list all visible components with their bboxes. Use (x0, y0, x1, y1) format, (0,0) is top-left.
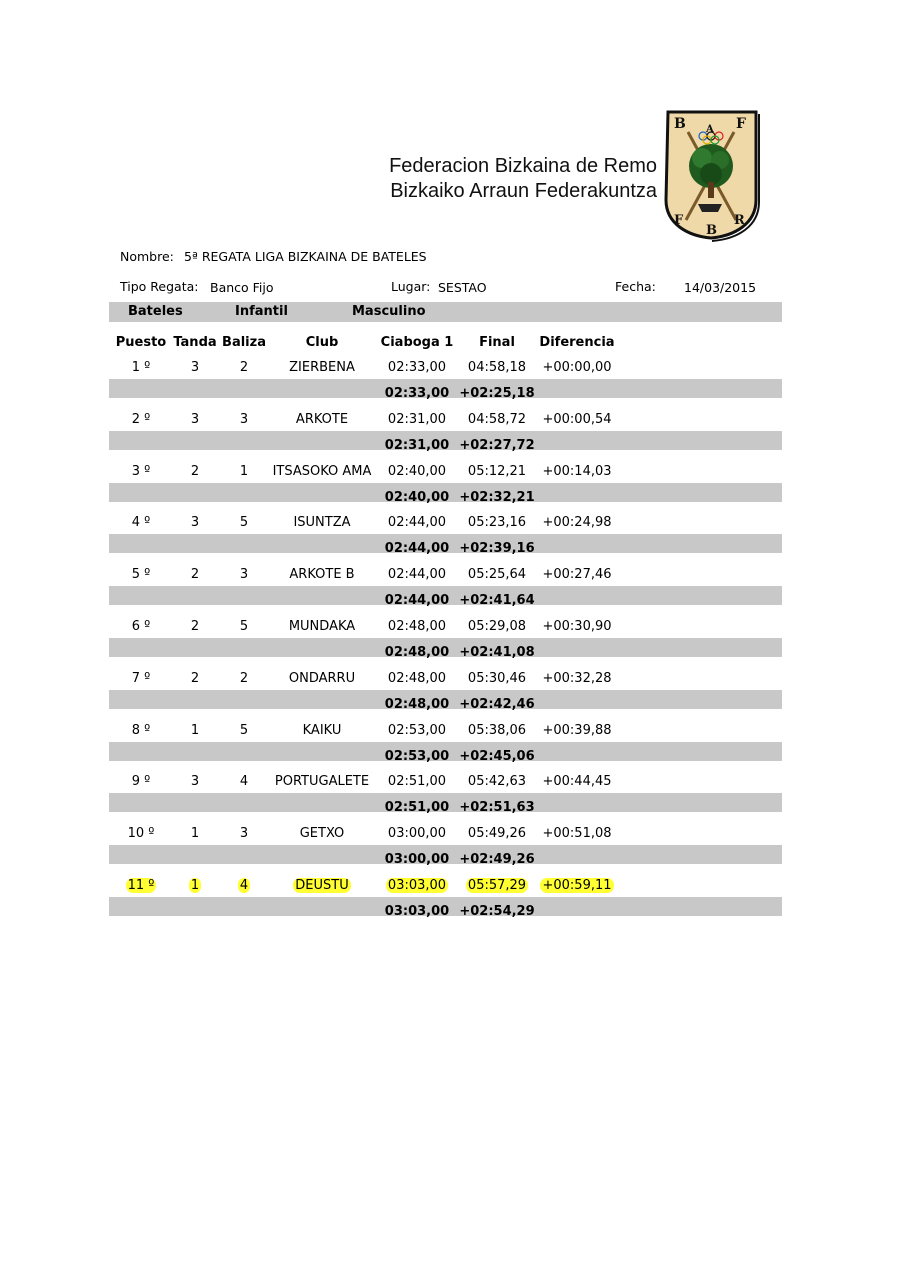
cell-diferencia (532, 464, 622, 479)
cell-diferencia-text: +00:14,03 (542, 464, 612, 479)
cell-tanda-text: 3 (190, 412, 200, 427)
cell-puesto (110, 567, 172, 582)
cell-diferencia (532, 619, 622, 634)
cell-ciaboga-text: 03:00,00 (387, 826, 447, 841)
cell-club (266, 567, 378, 582)
cell-baliza-text: 5 (239, 619, 249, 634)
cell-puesto-text: 11 º (127, 878, 155, 893)
split-final: +02:49,26 (459, 852, 535, 867)
cell-tanda-text: 2 (190, 671, 200, 686)
result-row (0, 826, 905, 846)
split-ciaboga: 03:00,00 (384, 852, 450, 867)
federation-name-es: Federacion Bizkaina de Remo (389, 155, 657, 177)
split-final: +02:27,72 (459, 438, 535, 453)
logo-letter-b-bottom: B (706, 223, 717, 238)
cell-diferencia (532, 515, 622, 530)
cell-ciaboga (377, 412, 457, 427)
cell-club-text: ARKOTE (295, 412, 349, 427)
result-row (0, 723, 905, 743)
cell-baliza-text: 1 (239, 464, 249, 479)
category-age: Infantil (235, 304, 288, 319)
cell-ciaboga-text: 02:44,00 (387, 515, 447, 530)
cell-puesto (110, 464, 172, 479)
cell-final (457, 619, 537, 634)
split-row (0, 697, 905, 717)
cell-club-text: MUNDAKA (288, 619, 356, 634)
cell-baliza (219, 826, 269, 841)
cell-club (266, 671, 378, 686)
cell-baliza-text: 2 (239, 360, 249, 375)
cell-diferencia-text: +00:27,46 (542, 567, 612, 582)
nombre-value: 5ª REGATA LIGA BIZKAINA DE BATELES (184, 249, 427, 264)
cell-diferencia (532, 774, 622, 789)
logo-letter-r: R (734, 213, 745, 228)
cell-diferencia-text: +00:59,11 (542, 878, 612, 893)
cell-puesto-text: 6 º (131, 619, 151, 634)
cell-puesto (110, 412, 172, 427)
fecha-label: Fecha: (615, 279, 656, 294)
cell-ciaboga (377, 671, 457, 686)
cell-ciaboga (377, 515, 457, 530)
cell-club-text: ZIERBENA (289, 360, 355, 375)
cell-final-text: 04:58,72 (467, 412, 527, 427)
logo-letter-f: F (736, 116, 746, 132)
category-band (109, 302, 782, 322)
cell-ciaboga (377, 619, 457, 634)
cell-final-text: 05:57,29 (467, 878, 527, 893)
split-final: +02:25,18 (459, 386, 535, 401)
cell-club-text: ARKOTE B (289, 567, 355, 582)
cell-tanda-text: 3 (190, 774, 200, 789)
cell-diferencia-text: +00:32,28 (542, 671, 612, 686)
split-row (0, 904, 905, 924)
cell-diferencia-text: +00:51,08 (542, 826, 612, 841)
cell-baliza-text: 5 (239, 723, 249, 738)
split-final: +02:42,46 (459, 697, 535, 712)
col-header-puesto: Puesto (115, 335, 167, 350)
cell-final (457, 464, 537, 479)
result-row (0, 360, 905, 380)
cell-puesto (110, 619, 172, 634)
cell-final-text: 04:58,18 (467, 360, 527, 375)
cell-diferencia (532, 826, 622, 841)
cell-baliza-text: 3 (239, 567, 249, 582)
split-row (0, 386, 905, 406)
cell-ciaboga (377, 360, 457, 375)
cell-baliza-text: 3 (239, 826, 249, 841)
col-header-club: Club (305, 335, 339, 350)
cell-tanda (170, 464, 220, 479)
cell-final-text: 05:30,46 (467, 671, 527, 686)
cell-tanda (170, 567, 220, 582)
cell-ciaboga (377, 567, 457, 582)
split-ciaboga: 02:48,00 (384, 697, 450, 712)
cell-tanda (170, 412, 220, 427)
cell-club (266, 464, 378, 479)
result-row (0, 567, 905, 587)
cell-baliza (219, 774, 269, 789)
cell-puesto-text: 1 º (131, 360, 151, 375)
split-ciaboga: 02:31,00 (384, 438, 450, 453)
cell-ciaboga-text: 02:48,00 (387, 619, 447, 634)
split-row (0, 800, 905, 820)
cell-baliza-text: 3 (239, 412, 249, 427)
split-ciaboga: 02:48,00 (384, 645, 450, 660)
split-final: +02:51,63 (459, 800, 535, 815)
result-row (0, 412, 905, 432)
col-header-diferencia: Diferencia (539, 335, 615, 350)
cell-ciaboga-text: 02:53,00 (387, 723, 447, 738)
logo-letter-a: A (706, 124, 714, 135)
cell-ciaboga-text: 03:03,00 (387, 878, 447, 893)
split-row (0, 852, 905, 872)
cell-final-text: 05:23,16 (467, 515, 527, 530)
lugar-value: SESTAO (438, 280, 487, 295)
cell-puesto-text: 5 º (131, 567, 151, 582)
split-final: +02:41,08 (459, 645, 535, 660)
cell-club-text: PORTUGALETE (274, 774, 370, 789)
cell-ciaboga (377, 774, 457, 789)
cell-puesto (110, 723, 172, 738)
split-ciaboga: 03:03,00 (384, 904, 450, 919)
cell-club (266, 412, 378, 427)
cell-diferencia-text: +00:24,98 (542, 515, 612, 530)
result-row (0, 464, 905, 484)
cell-baliza (219, 360, 269, 375)
cell-club (266, 515, 378, 530)
split-final: +02:41,64 (459, 593, 535, 608)
cell-diferencia (532, 671, 622, 686)
logo-letter-b: B (674, 116, 686, 132)
lugar-label: Lugar: (391, 279, 431, 294)
cell-club (266, 360, 378, 375)
result-row (0, 774, 905, 794)
cell-tanda (170, 826, 220, 841)
cell-final (457, 723, 537, 738)
cell-final (457, 826, 537, 841)
result-row (0, 619, 905, 639)
cell-baliza (219, 464, 269, 479)
logo-letter-f-bottom: F (674, 213, 684, 228)
cell-tanda (170, 671, 220, 686)
cell-ciaboga-text: 02:48,00 (387, 671, 447, 686)
cell-club (266, 774, 378, 789)
cell-ciaboga (377, 464, 457, 479)
cell-ciaboga-text: 02:40,00 (387, 464, 447, 479)
cell-diferencia-text: +00:00,54 (542, 412, 612, 427)
cell-puesto (110, 878, 172, 893)
col-header-ciaboga: Ciaboga 1 (380, 335, 454, 350)
cell-diferencia (532, 360, 622, 375)
cell-ciaboga-text: 02:31,00 (387, 412, 447, 427)
cell-club (266, 723, 378, 738)
cell-baliza (219, 412, 269, 427)
cell-ciaboga (377, 878, 457, 893)
split-ciaboga: 02:44,00 (384, 593, 450, 608)
federation-shield-icon (662, 108, 760, 242)
cell-puesto-text: 8 º (131, 723, 151, 738)
cell-baliza-text: 5 (239, 515, 249, 530)
cell-tanda (170, 515, 220, 530)
cell-final-text: 05:12,21 (467, 464, 527, 479)
cell-diferencia (532, 412, 622, 427)
cell-baliza (219, 723, 269, 738)
cell-diferencia-text: +00:39,88 (542, 723, 612, 738)
cell-tanda (170, 723, 220, 738)
split-final: +02:39,16 (459, 541, 535, 556)
federation-name-eu: Bizkaiko Arraun Federakuntza (390, 180, 657, 202)
cell-ciaboga (377, 723, 457, 738)
cell-baliza (219, 619, 269, 634)
cell-club (266, 826, 378, 841)
result-row (0, 515, 905, 535)
cell-final (457, 412, 537, 427)
split-row (0, 749, 905, 769)
cell-ciaboga (377, 826, 457, 841)
nombre-label: Nombre: (120, 249, 174, 264)
federation-logo (662, 108, 760, 242)
cell-tanda (170, 360, 220, 375)
cell-puesto (110, 826, 172, 841)
col-header-final: Final (479, 335, 515, 350)
split-row (0, 438, 905, 458)
cell-puesto (110, 515, 172, 530)
split-ciaboga: 02:33,00 (384, 386, 450, 401)
cell-club-text: ITSASOKO AMA (272, 464, 372, 479)
cell-diferencia-text: +00:30,90 (542, 619, 612, 634)
cell-tanda (170, 774, 220, 789)
cell-club-text: ONDARRU (288, 671, 356, 686)
cell-diferencia (532, 567, 622, 582)
cell-final (457, 774, 537, 789)
category-boat: Bateles (128, 304, 183, 319)
cell-puesto-text: 7 º (131, 671, 151, 686)
cell-club-text: KAIKU (302, 723, 342, 738)
col-header-baliza: Baliza (222, 335, 266, 350)
cell-club-text: ISUNTZA (293, 515, 351, 530)
result-row (0, 671, 905, 691)
split-ciaboga: 02:51,00 (384, 800, 450, 815)
cell-club (266, 619, 378, 634)
split-row (0, 645, 905, 665)
cell-diferencia-text: +00:00,00 (542, 360, 612, 375)
split-row (0, 593, 905, 613)
cell-ciaboga-text: 02:33,00 (387, 360, 447, 375)
tipo-regata-value: Banco Fijo (210, 280, 274, 295)
cell-final-text: 05:25,64 (467, 567, 527, 582)
cell-final-text: 05:38,06 (467, 723, 527, 738)
cell-puesto (110, 774, 172, 789)
cell-puesto-text: 2 º (131, 412, 151, 427)
cell-final (457, 515, 537, 530)
cell-tanda-text: 1 (190, 878, 200, 893)
split-final: +02:32,21 (459, 490, 535, 505)
cell-tanda-text: 1 (190, 826, 200, 841)
cell-baliza (219, 515, 269, 530)
split-ciaboga: 02:44,00 (384, 541, 450, 556)
cell-final-text: 05:42,63 (467, 774, 527, 789)
cell-baliza (219, 671, 269, 686)
cell-tanda-text: 3 (190, 360, 200, 375)
cell-tanda-text: 1 (190, 723, 200, 738)
cell-diferencia (532, 878, 622, 893)
cell-ciaboga-text: 02:44,00 (387, 567, 447, 582)
cell-tanda-text: 2 (190, 464, 200, 479)
cell-club-text: DEUSTU (295, 878, 349, 893)
cell-baliza-text: 4 (239, 878, 249, 893)
cell-puesto-text: 3 º (131, 464, 151, 479)
cell-final (457, 360, 537, 375)
federation-title (389, 154, 657, 204)
cell-tanda (170, 619, 220, 634)
tipo-regata-label: Tipo Regata: (120, 279, 199, 294)
cell-final-text: 05:49,26 (467, 826, 527, 841)
cell-baliza-text: 4 (239, 774, 249, 789)
cell-diferencia (532, 723, 622, 738)
cell-puesto-text: 10 º (127, 826, 155, 841)
split-final: +02:54,29 (459, 904, 535, 919)
cell-final (457, 878, 537, 893)
split-row (0, 490, 905, 510)
cell-tanda (170, 878, 220, 893)
result-row (0, 878, 905, 898)
cell-final (457, 671, 537, 686)
split-ciaboga: 02:40,00 (384, 490, 450, 505)
cell-final (457, 567, 537, 582)
cell-puesto (110, 360, 172, 375)
fecha-value: 14/03/2015 (684, 280, 757, 295)
cell-puesto-text: 9 º (131, 774, 151, 789)
cell-baliza (219, 878, 269, 893)
cell-tanda-text: 2 (190, 567, 200, 582)
split-row (0, 541, 905, 561)
category-gender: Masculino (352, 304, 426, 319)
cell-club (266, 878, 378, 893)
cell-puesto (110, 671, 172, 686)
cell-baliza-text: 2 (239, 671, 249, 686)
split-final: +02:45,06 (459, 749, 535, 764)
cell-baliza (219, 567, 269, 582)
cell-club-text: GETXO (299, 826, 345, 841)
cell-ciaboga-text: 02:51,00 (387, 774, 447, 789)
col-header-tanda: Tanda (173, 335, 217, 350)
cell-final-text: 05:29,08 (467, 619, 527, 634)
cell-puesto-text: 4 º (131, 515, 151, 530)
cell-tanda-text: 2 (190, 619, 200, 634)
cell-diferencia-text: +00:44,45 (542, 774, 612, 789)
cell-tanda-text: 3 (190, 515, 200, 530)
split-ciaboga: 02:53,00 (384, 749, 450, 764)
